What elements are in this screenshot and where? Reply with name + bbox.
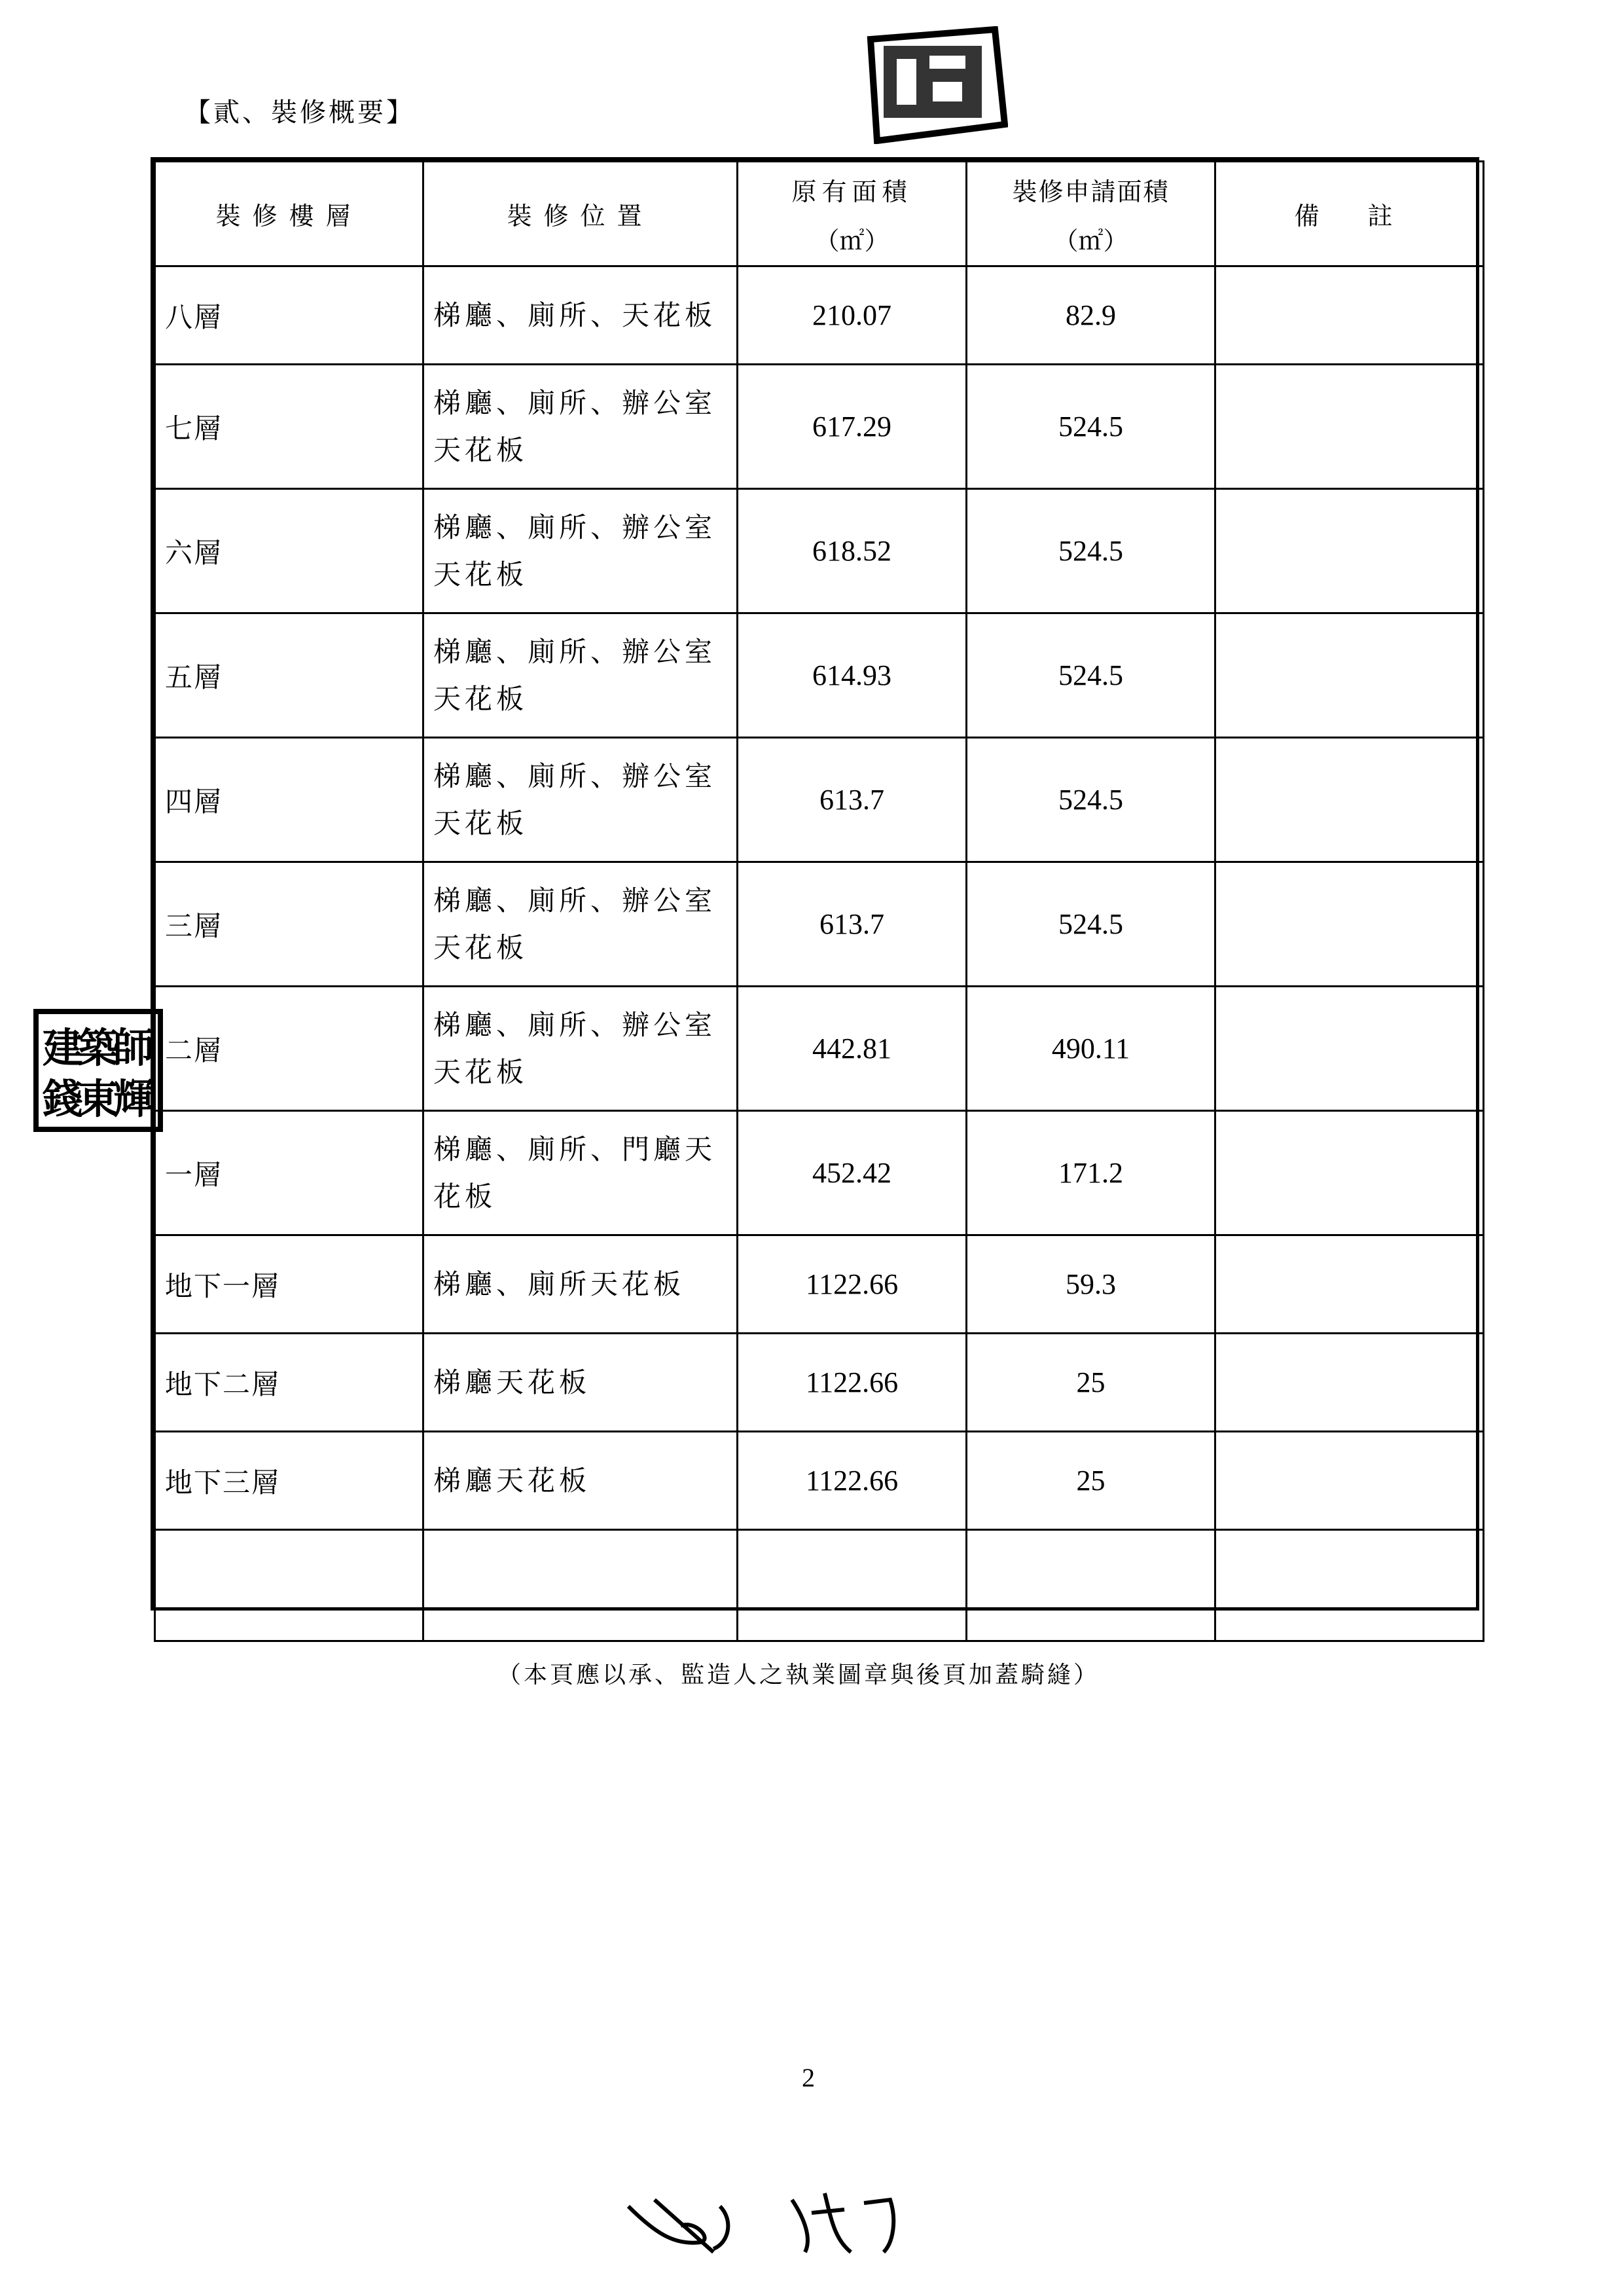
header-applied-area-unit: （㎡） (1053, 226, 1128, 255)
remarks-cell (1215, 1235, 1484, 1334)
applied-area-cell: 524.5 (967, 365, 1215, 489)
svg-text:建築師: 建築師 (43, 1024, 154, 1072)
header-original-area (738, 162, 967, 266)
original-area-cell: 617.29 (738, 365, 967, 489)
remarks-cell (1215, 862, 1484, 987)
header-remarks: 備 註 (1215, 162, 1484, 266)
location-cell: 梯廳、廁所、辦公室天花板 (423, 862, 738, 987)
location-cell: 梯廳天花板 (423, 1334, 738, 1432)
remarks-cell (1215, 1334, 1484, 1432)
original-area-cell: 613.7 (738, 738, 967, 862)
floor-cell: 地下三層 (155, 1432, 423, 1530)
table-row (155, 862, 1484, 987)
original-area-cell: 452.42 (738, 1111, 967, 1235)
handwritten-signature (615, 2180, 916, 2259)
floor-cell: 地下一層 (155, 1235, 423, 1334)
remarks-cell (1215, 613, 1484, 738)
stamp-left-seal (33, 1008, 164, 1133)
applied-area-cell: 524.5 (967, 489, 1215, 613)
applied-area-cell: 25 (967, 1334, 1215, 1432)
header-original-area-label: 原有面積 (791, 177, 912, 206)
table-row (155, 1432, 1484, 1530)
location-cell: 梯廳、廁所、門廳天花板 (423, 1111, 738, 1235)
floor-cell: 地下二層 (155, 1334, 423, 1432)
remarks-cell (1215, 738, 1484, 862)
renovation-summary-table (151, 157, 1479, 1611)
table-row (155, 738, 1484, 862)
applied-area-cell: 524.5 (967, 862, 1215, 987)
remarks-cell (1215, 1432, 1484, 1530)
table-row (155, 1111, 1484, 1235)
applied-area-cell: 490.11 (967, 987, 1215, 1111)
header-applied-area (967, 162, 1215, 266)
header-original-area-unit: （㎡） (814, 226, 890, 255)
footnote: （本頁應以承、監造人之執業圖章與後頁加蓋騎縫） (497, 1662, 1100, 1688)
floor-cell: 七層 (155, 365, 423, 489)
header-applied-area-label: 裝修申請面積 (1012, 177, 1170, 206)
floor-cell: 三層 (155, 862, 423, 987)
location-cell: 梯廳、廁所、天花板 (423, 266, 738, 365)
original-area-cell: 442.81 (738, 987, 967, 1111)
location-cell: 梯廳、廁所、辦公室天花板 (423, 987, 738, 1111)
section-title: 【貳、裝修概要】 (185, 98, 415, 128)
remarks-cell (1215, 266, 1484, 365)
header-location: 裝修位置 (423, 162, 738, 266)
table-row (155, 1530, 1484, 1641)
floor-cell: 五層 (155, 613, 423, 738)
remarks-cell (1215, 365, 1484, 489)
remarks-cell (1215, 1111, 1484, 1235)
header-floor: 裝修樓層 (155, 162, 423, 266)
location-cell: 梯廳天花板 (423, 1432, 738, 1530)
location-cell: 梯廳、廁所、辦公室天花板 (423, 365, 738, 489)
location-cell: 梯廳、廁所、辦公室天花板 (423, 738, 738, 862)
applied-area-cell: 524.5 (967, 738, 1215, 862)
table-header-row (155, 162, 1484, 266)
table-row (155, 1235, 1484, 1334)
table-row (155, 613, 1484, 738)
remarks-cell (1215, 987, 1484, 1111)
floor-cell: 四層 (155, 738, 423, 862)
location-cell: 梯廳、廁所、辦公室天花板 (423, 613, 738, 738)
floor-cell (155, 1530, 423, 1641)
remarks-cell (1215, 1530, 1484, 1641)
applied-area-cell: 82.9 (967, 266, 1215, 365)
stamp-top-seal (857, 26, 1008, 144)
original-area-cell: 1122.66 (738, 1334, 967, 1432)
floor-cell: 二層 (155, 987, 423, 1111)
original-area-cell (738, 1530, 967, 1641)
table-row (155, 365, 1484, 489)
original-area-cell: 210.07 (738, 266, 967, 365)
table-row (155, 266, 1484, 365)
applied-area-cell (967, 1530, 1215, 1641)
table-row (155, 1334, 1484, 1432)
original-area-cell: 618.52 (738, 489, 967, 613)
original-area-cell: 1122.66 (738, 1432, 967, 1530)
applied-area-cell: 25 (967, 1432, 1215, 1530)
floor-cell: 六層 (155, 489, 423, 613)
original-area-cell: 1122.66 (738, 1235, 967, 1334)
location-cell: 梯廳、廁所、辦公室天花板 (423, 489, 738, 613)
original-area-cell: 613.7 (738, 862, 967, 987)
location-cell (423, 1530, 738, 1641)
table-row (155, 489, 1484, 613)
applied-area-cell: 59.3 (967, 1235, 1215, 1334)
applied-area-cell: 524.5 (967, 613, 1215, 738)
remarks-cell (1215, 489, 1484, 613)
location-cell: 梯廳、廁所天花板 (423, 1235, 738, 1334)
svg-text:錢東輝: 錢東輝 (43, 1075, 154, 1123)
floor-cell: 八層 (155, 266, 423, 365)
original-area-cell: 614.93 (738, 613, 967, 738)
page-number: 2 (802, 2063, 815, 2092)
applied-area-cell: 171.2 (967, 1111, 1215, 1235)
table-row (155, 987, 1484, 1111)
floor-cell: 一層 (155, 1111, 423, 1235)
